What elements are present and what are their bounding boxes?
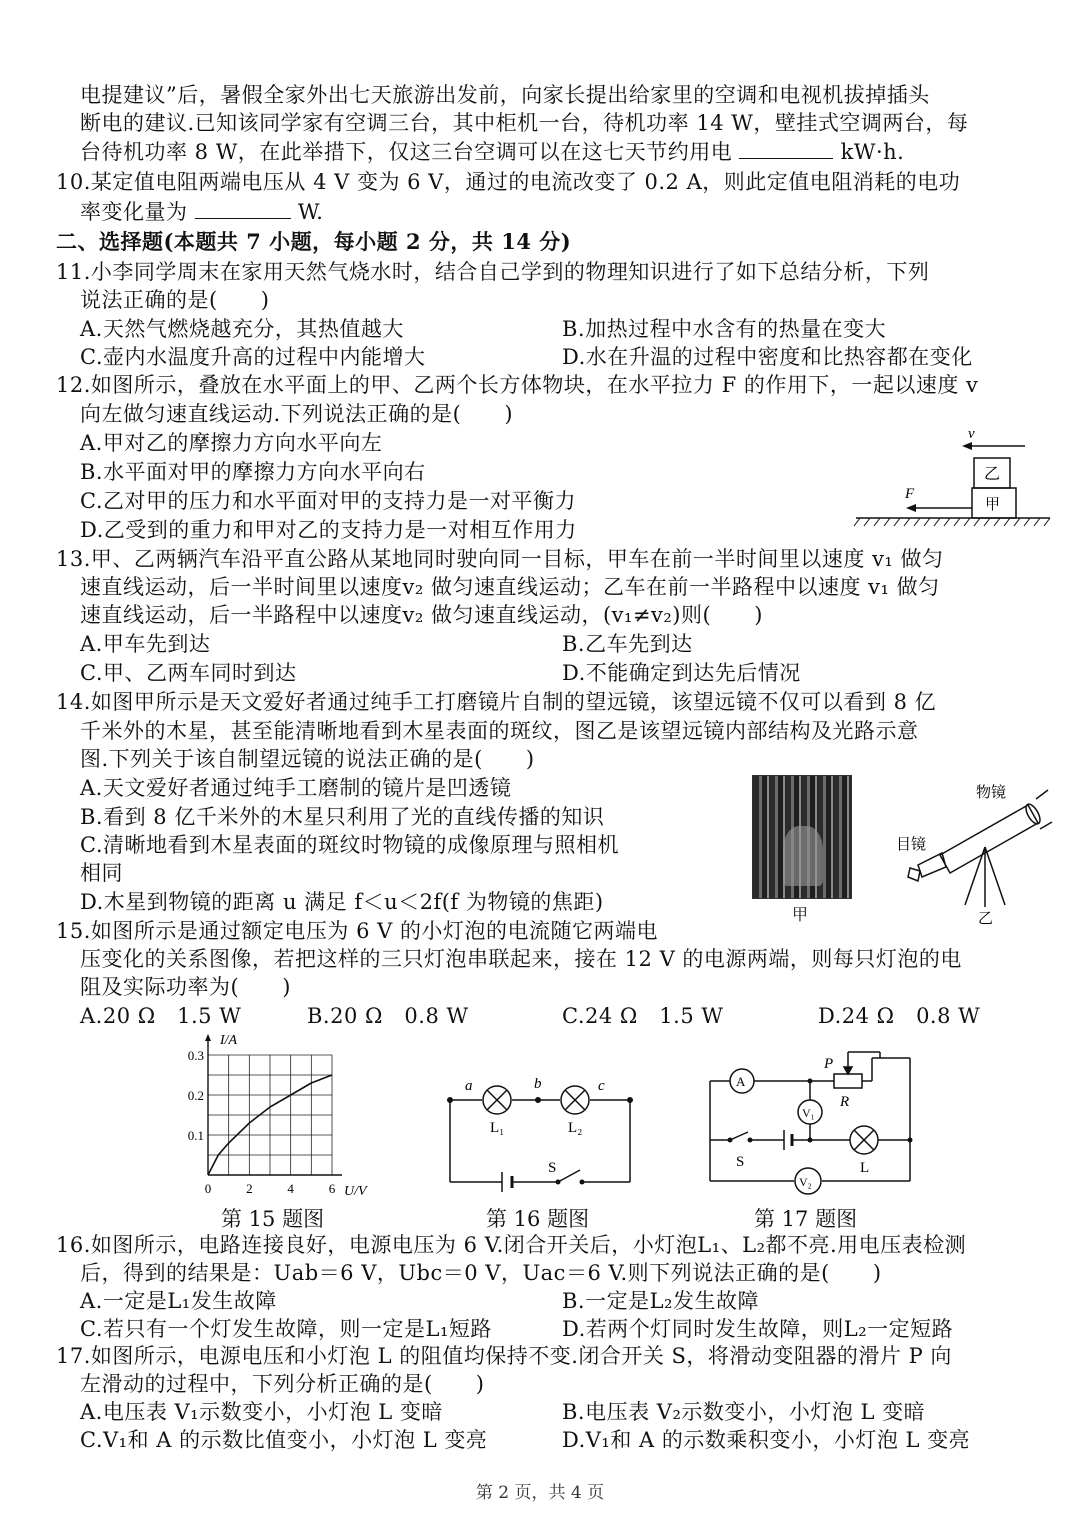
q16-line-2: 后，得到的结果是：Uab＝6 V，Ubc＝0 V，Uac＝6 V.则下列说法正确的是( ) — [80, 1261, 882, 1285]
iu-graph — [170, 1030, 380, 1200]
v1-label: V₁ — [802, 1106, 815, 1120]
diagram-label: 乙 — [978, 909, 994, 925]
q13-line-1: 13.甲、乙两辆汽车沿平直公路从某地同时驶向同一目标，甲车在前一半时间里以速度 v₁ 做匀 — [56, 547, 944, 571]
q16-option-a: A.一定是L₁发生故障 — [80, 1289, 277, 1313]
q14-option-d: D.木星到物镜的距离 u 满足 f＜u＜2f(f 为物镜的焦距) — [80, 890, 604, 914]
node-c-label: c — [598, 1078, 605, 1094]
q11-option-a: A.天然气燃烧越充分，其热值越大 — [80, 317, 404, 341]
q16-circuit — [440, 1070, 640, 1200]
q15-option-a: A.20 Ω 1.5 W — [80, 1004, 242, 1028]
y-axis-arrow — [205, 1034, 211, 1041]
q14-line-2: 千米外的木星，甚至能清晰地看到木星表面的斑纹，图乙是该望远镜内部结构及光路示意 — [80, 719, 919, 743]
s-label: S — [736, 1154, 745, 1170]
x-tick-label: 2 — [246, 1181, 253, 1196]
q14-option-a: A.天文爱好者通过纯手工磨制的镜片是凹透镜 — [80, 776, 512, 800]
q17-line-1: 17.如图所示，电源电压和小灯泡 L 的阻值均保持不变.闭合开关 S，将滑动变阻器的滑片 P 向 — [56, 1344, 952, 1368]
r-label: R — [840, 1094, 850, 1110]
q9-line-2: 断电的建议.已知该同学家有空调三台，其中柜机一台，待机功率 14 W，壁挂式空调两台，每 — [80, 111, 969, 135]
switch-s — [730, 1132, 748, 1140]
x-axis-label: U/V — [344, 1184, 367, 1199]
chart-ticks — [188, 1048, 336, 1196]
eyepiece-label: 目镜 — [896, 835, 927, 853]
q17-option-b: B.电压表 V₂示数变小，小灯泡 L 变暗 — [562, 1400, 926, 1424]
q11-line-2: 说法正确的是( ) — [80, 288, 270, 312]
node-a-label: a — [465, 1078, 473, 1094]
q15-caption: 第 15 题图 — [221, 1207, 325, 1231]
telescope-tube — [940, 805, 1038, 873]
q13-line-2: 速直线运动，后一半时间里以速度v₂ 做匀速直线运动；乙车在前一半路程中以速度 v₁ 做匀 — [80, 575, 940, 599]
velocity-label: v — [968, 426, 975, 442]
section-heading: 二、选择题(本题共 7 小题，每小题 2 分，共 14 分) — [56, 229, 572, 254]
telescope-photo — [752, 775, 852, 899]
q12-line-1: 12.如图所示，叠放在水平面上的甲、乙两个长方体物块，在水平拉力 F 的作用下，一起以速度 v — [56, 373, 979, 397]
q13-option-a: A.甲车先到达 — [80, 632, 211, 656]
q16-line-1: 16.如图所示，电路连接良好，电源电压为 6 V.闭合开关后，小灯泡L₁、L₂都不亮.用电压表检测 — [56, 1233, 967, 1257]
q16-caption: 第 16 题图 — [486, 1207, 590, 1231]
q14-line-1: 14.如图甲所示是天文爱好者通过纯手工打磨镜片自制的望远镜，该望远镜不仅可以看到 8 亿 — [56, 690, 937, 714]
q9-line-1: 电提建议”后，暑假全家外出七天旅游出发前，向家长提出给家里的空调和电视机拔掉插头 — [80, 83, 930, 107]
l-label: L — [860, 1160, 870, 1176]
block-jia-label: 甲 — [985, 495, 1001, 513]
q10-line-2 — [80, 197, 323, 227]
eyepiece-tube — [918, 853, 946, 877]
chart-grid — [208, 1055, 332, 1175]
q14-line-3: 图.下列关于该自制望远镜的说法正确的是( ) — [80, 747, 535, 771]
ammeter-label: A — [736, 1074, 746, 1089]
q10-answer-blank[interactable] — [195, 200, 291, 219]
l1-label: L₁ — [490, 1120, 505, 1136]
q10-line-1: 10.某定值电阻两端电压从 4 V 变为 6 V，通过的电流改变了 0.2 A，则此定值电阻消耗的电功 — [56, 170, 961, 194]
telescope-diagram — [890, 775, 1060, 925]
q17-caption: 第 17 题图 — [754, 1207, 858, 1231]
q13-option-c: C.甲、乙两车同时到达 — [80, 661, 297, 685]
q10-text: 率变化量为 — [80, 200, 188, 224]
x-tick-label: 4 — [287, 1181, 294, 1196]
q14-option-c-cont: 相同 — [80, 861, 123, 885]
q16-option-c: C.若只有一个灯发生故障，则一定是L₁短路 — [80, 1317, 492, 1341]
photo-label: 甲 — [792, 905, 809, 924]
rheostat-r — [834, 1074, 862, 1088]
q12-option-d: D.乙受到的重力和甲对乙的支持力是一对相互作用力 — [80, 518, 577, 542]
y-tick-label: 0.3 — [187, 1048, 204, 1063]
y-tick-label: 0.2 — [187, 1088, 204, 1103]
switch-lever — [558, 1170, 580, 1182]
q15-line-2: 压变化的关系图像，若把这样的三只灯泡串联起来，接在 12 V 的电源两端，则每只灯泡的电 — [80, 947, 962, 971]
q13-option-b: B.乙车先到达 — [562, 632, 693, 656]
objective-label: 物镜 — [976, 783, 1007, 801]
node-b-label: b — [534, 1076, 542, 1092]
q12-blocks-figure — [850, 420, 1060, 540]
y-tick-label: 0.1 — [187, 1128, 204, 1143]
slider-p-label: P — [824, 1056, 834, 1072]
q12-option-c: C.乙对甲的压力和水平面对甲的支持力是一对平衡力 — [80, 489, 576, 513]
x-tick-label: 6 — [328, 1181, 336, 1196]
x-tick-label: 0 — [204, 1181, 212, 1196]
q15-option-d: D.24 Ω 0.8 W — [818, 1004, 981, 1028]
q11-option-c: C.壶内水温度升高的过程中内能增大 — [80, 345, 426, 369]
q11-option-b: B.加热过程中水含有的热量在变大 — [562, 317, 887, 341]
switch-label: S — [548, 1160, 557, 1176]
v2-label: V₂ — [799, 1175, 812, 1189]
page-footer: 第 2 页，共 4 页 — [475, 1483, 605, 1503]
q9-answer-blank[interactable] — [739, 140, 833, 159]
q12-option-a: A.甲对乙的摩擦力方向水平向左 — [80, 431, 383, 455]
q12-line-2: 向左做匀速直线运动.下列说法正确的是( ) — [80, 402, 514, 426]
q17-line-2: 左滑动的过程中，下列分析正确的是( ) — [80, 1372, 485, 1396]
q15-line-3: 阻及实际功率为( ) — [80, 975, 291, 999]
q17-circuit — [700, 1050, 920, 1200]
q17-option-d: D.V₁和 A 的示数乘积变小，小灯泡 L 变亮 — [562, 1428, 971, 1452]
l2-label: L₂ — [568, 1120, 583, 1136]
q9-unit: kW·h. — [840, 140, 905, 164]
force-label: F — [905, 486, 915, 502]
q13-option-d: D.不能确定到达先后情况 — [562, 661, 801, 685]
q15-option-c: C.24 Ω 1.5 W — [562, 1004, 724, 1028]
q10-unit: W. — [297, 200, 324, 224]
q9-line-3-text: 台待机功率 8 W，在此举措下，仅这三台空调可以在这七天节约用电 — [80, 140, 733, 164]
q14-option-c: C.清晰地看到木星表面的斑纹时物镜的成像原理与照相机 — [80, 833, 619, 857]
q17-option-c: C.V₁和 A 的示数比值变小，小灯泡 L 变亮 — [80, 1428, 488, 1452]
q12-option-b: B.水平面对甲的摩擦力方向水平向右 — [80, 460, 426, 484]
y-axis-label: I/A — [220, 1033, 238, 1048]
q17-option-a: A.电压表 V₁示数变小，小灯泡 L 变暗 — [80, 1400, 443, 1424]
q11-option-d: D.水在升温的过程中密度和比热容都在变化 — [562, 345, 973, 369]
q15-line-1: 15.如图所示是通过额定电压为 6 V 的小灯泡的电流随它两端电 — [56, 919, 658, 943]
q15-option-b: B.20 Ω 0.8 W — [307, 1004, 469, 1028]
q11-line-1: 11.小李同学周末在家用天然气烧水时，结合自己学到的物理知识进行了如下总结分析，下列 — [56, 260, 930, 284]
q16-option-d: D.若两个灯同时发生故障，则L₂一定短路 — [562, 1317, 954, 1341]
q16-option-b: B.一定是L₂发生故障 — [562, 1289, 759, 1313]
q14-option-b: B.看到 8 亿千米外的木星只利用了光的直线传播的知识 — [80, 805, 605, 829]
q13-line-3: 速直线运动，后一半路程中以速度v₂ 做匀速直线运动，(v₁≠v₂)则( ) — [80, 603, 763, 627]
block-yi-label: 乙 — [984, 464, 1001, 483]
q9-line-3 — [80, 137, 904, 167]
